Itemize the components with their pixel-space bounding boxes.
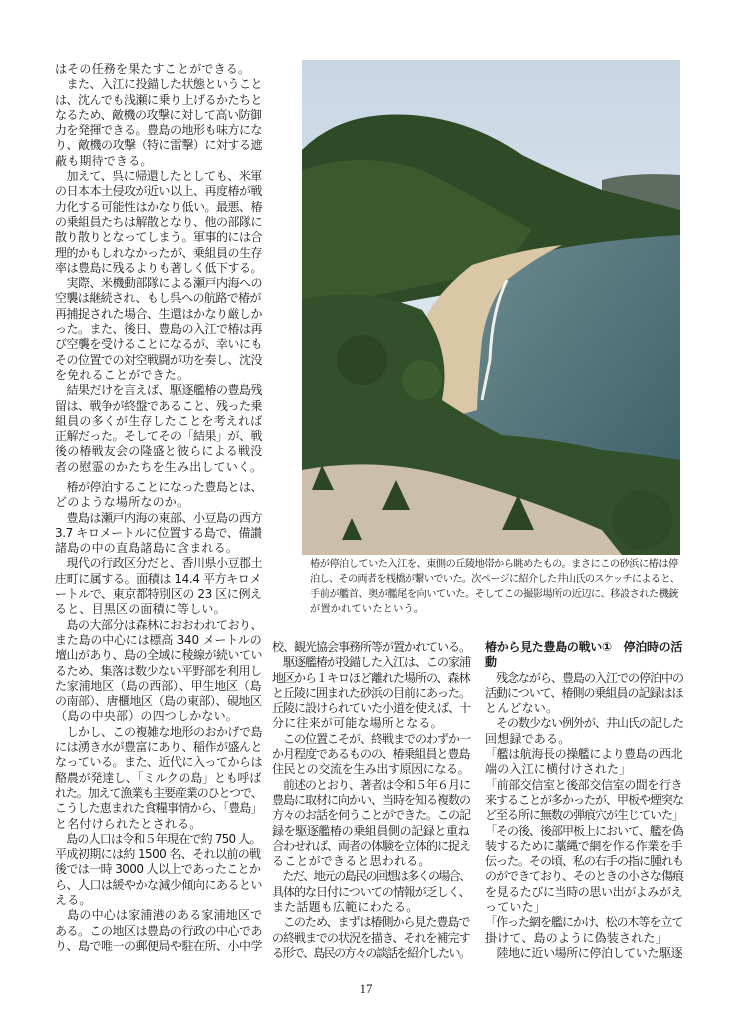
text-line: 椿が停泊することになった豊島とは、 [55,480,263,494]
text-line: また話題も広範にわたる。 [272,900,419,915]
text-line: の終戦までの状況を描き、それを補完す [272,930,470,945]
text-line: れた。加えて漁業も主要産業のひとつで、 [55,785,262,800]
text-line: り、島で唯一の郵便局や駐在所、小中学 [55,938,263,953]
text-line: の南部）、唐櫃地区（島の東部）、硯地区 [55,694,262,709]
text-line: 島の人口は令和５年現在で約 750 人。 [55,831,261,846]
text-line: 分に往来が可能な場所となる。 [272,716,443,731]
text-line: 地区から１キロほど離れた場所の、森林 [272,670,470,685]
text-line: どのような場所なのか。 [55,495,190,510]
text-line: 理的かもしれなかったが、乗組員の生存 [55,245,263,260]
text-line: 校、観光協会事務所等が置かれている。 [272,640,471,654]
body-text-right [485,640,683,961]
text-line: 平成初期には約 1500 名、それ以前の戦 [55,847,261,862]
text-line: また、入江に投錨した状態ということ [55,77,263,92]
text-line: か月程度であるものの、椿乗組員と豊島 [272,747,470,762]
text-line: 方々のお話を伺うことができた。この記 [272,808,471,823]
text-line: その位置での対空戦闘が功を奏し、沈没 [55,352,263,367]
text-line: 者の慰霊のかたちを生み出していく。 [55,459,263,474]
text-line: ら、人口は緩やかな減少傾向にあるとい [55,877,263,892]
text-line: 庄町に属する。面積は 14.4 平方キロメ [55,571,261,586]
text-line: 壇山があり、島の全域に稜線が続いてい [55,648,263,663]
text-line: 具体的な日付についての情報が乏しく、 [272,884,470,899]
text-line: 豊島に取材に向かい、当時を知る複数の [272,792,471,807]
text-line: 組員の多くが生存したことを考えれば [55,413,263,428]
text-line: 装するために藁縄で網を作る作業を手 [485,838,683,853]
text-line: 島の中心は家浦港のある家浦地区で [55,908,263,923]
text-line: 3.7 キロメートルに位置する島で、備讃 [55,525,262,540]
text-line: 「その後、後部甲板上において、艦を偽 [485,823,683,838]
text-line: り、敵機の攻撃（特に雷撃）に対する遮 [55,138,263,153]
text-line: の日本本土侵攻が近い以上、再度椿が戦 [55,184,263,199]
text-line: なっている。また、近代に入ってからは [55,755,263,770]
text-line: 動 [485,655,498,670]
text-line: 留は、戦争が終盤であること、残った乗 [55,398,263,413]
text-line: 「艦は航海長の操艦により豊島の西北 [485,747,683,762]
text-line: 泊し、その両者を桟橋が繋いでいた。次ページに紹介した井山氏のスケッチによると、 [310,574,680,585]
text-line: 酪農が発達し、「ミルクの島」とも呼ば [55,770,262,785]
text-line: た家浦地区（島の西部）、甲生地区（島 [55,678,262,693]
text-line: 丘陵に設けられていた小道を使えば、十 [272,701,471,716]
text-line: の乗組員たちは解散となり、他の部隊に [55,214,263,229]
text-line: 実際、米機動部隊による瀬戸内海への [55,276,263,291]
text-line: っていた」 [485,900,547,915]
body-text-left-upper [55,62,262,475]
text-line: 椿が停泊していた入江を、東側の丘陵地帯から眺めたもの。まさにこの砂浜に椿は停 [310,559,678,570]
text-line: 空襲は継続され、もし呉への航路で椿が [55,291,261,306]
text-line: 駆逐艦椿が投錨した入江は、この家浦 [272,655,471,670]
text-line: 椿から見た豊島の戦い① 停泊時の活 [485,640,683,654]
text-line: このため、まずは椿側から見た豊島で [272,915,470,930]
text-line: その数少ない例外が、井山氏の記した [485,716,684,731]
text-line: 来することが多かったが、甲板や煙突な [485,792,684,807]
text-line: ど至る所に無数の弾痕穴が生じていた」 [485,808,684,823]
text-line: 残念ながら、豊島の入江での停泊中の [485,670,684,685]
text-line: には湧き水が豊富にあり、稲作が盛んと [55,740,263,755]
text-line: ある。この地区は豊島の行政の中心であ [55,923,263,938]
text-line: （島の中央部）の四つしかない。 [55,709,239,724]
text-line: を免れることができた。 [55,367,190,382]
page-number: 17 [359,981,373,996]
photo-caption [310,557,680,617]
body-text-left-lower [55,480,262,954]
text-line: 現代の行政区分だと、香川県小豆郡土 [55,556,263,571]
section-heading [485,640,683,671]
text-line: 力を発揮できる。豊島の地形も味方にな [55,123,263,138]
text-line: 合わせれば、両者の体験を立体的に捉え [272,838,471,853]
text-line: ただ、地元の島民の回想は多くの場合、 [272,869,470,884]
text-line: 録を駆逐艦椿の乗組員側の記録と重ね [272,823,470,838]
text-line: 再捕捉された場合、生還はかなり厳しか [55,306,263,321]
text-line: を見るたびに当時の思い出がよみがえ [485,884,683,899]
text-line: と丘陵に囲まれた砂浜の目前にあった。 [272,685,470,700]
text-line: 回想録である。 [485,731,571,746]
text-line: ることができると思われる。 [272,854,431,869]
text-line: 前述のとおり、著者は令和５年６月に [272,777,471,792]
text-line: る形で、島民の方々の談話を紹介したい。 [272,945,470,960]
text-line: び空襲を受けることになるが、幸いにも [55,337,263,352]
text-line: は、沈んでも浅瀬に乗り上げるかたちと [55,92,263,107]
text-line: ートルで、東京都特別区の 23 区に例え [55,587,262,602]
text-line: 島の大部分は森林におおわれており、 [55,617,263,632]
landscape-photo [302,60,680,555]
text-line: 力化する可能性はかなり低い。最悪、椿 [55,199,263,214]
text-line: こうした恵まれた食糧事情から、「豊島」 [55,801,262,816]
text-line: 豊島は瀬戸内海の東部、小豆島の西方 [55,510,263,525]
text-line: 住民との交流を生み出す原因になる。 [272,762,470,777]
photo-cove-beach [302,60,680,555]
section-body [485,671,683,962]
text-line: 掛けて、島のように偽装された」 [485,930,668,945]
text-line: るため、集落は数少ない平野部を利用し [55,663,262,678]
text-line: この位置こそが、終戦までのわずか一 [272,731,471,746]
text-line: 加えて、呉に帰還したとしても、米軍 [55,169,262,184]
text-line: ると、目黒区の面積に等しい。 [55,602,226,617]
text-line: と名付けられたとされる。 [55,816,202,831]
body-text-middle [272,640,470,961]
text-line: 手前が艦首、奥が艦尾を向いていた。そしてこの撮影場所の近辺に、移設された機銃 [310,589,679,600]
text-line: 諸島の中の直島諸島に含まれる。 [55,541,239,556]
text-line: しかし、この複雑な地形のおかげで島 [55,724,263,739]
text-line: 後では一時 3000 人以上であったことか [55,862,261,877]
text-line: 後の椿戦友会の隆盛と彼らによる戦没 [55,444,263,459]
text-line: が置かれていたという。 [310,604,425,615]
text-line: 蔽も期待できる。 [55,153,153,168]
text-line: 率は豊島に残るよりも著しく低下する。 [55,260,263,275]
text-line: える。 [55,893,92,908]
text-line: った。また、後日、豊島の入江で椿は再 [55,322,263,337]
text-line: はその任務を果たすことができる。 [55,62,251,76]
text-line: なるため、敵機の攻撃に対して高い防御 [55,107,262,122]
text-line: 端の入江に横付けされた」 [485,762,632,777]
text-line: 正解だった。そしてその「結果」が、戦 [55,429,263,444]
text-line: 陸地に近い場所に停泊していた駆逐 [485,945,683,960]
text-line: のができており、そのときの小さな傷痕 [485,869,684,884]
text-line: 伝った。その頃、私の右手の指に腫れも [485,854,684,869]
text-line: 「作った網を艦にかけ、松の木等を立て [485,915,683,930]
text-line: 「前部交信室と後部交信室の間を行き [485,777,683,792]
text-line: 活動について、椿側の乗組員の記録はほ [485,685,683,700]
text-line: 散り散りとなってしまう。軍事的には合 [55,230,263,245]
text-line: また島の中心には標高 340 メートルの [55,632,262,647]
text-line: とんどない。 [485,701,559,716]
text-line: 結果だけを言えば、駆逐艦椿の豊島残 [55,383,263,398]
